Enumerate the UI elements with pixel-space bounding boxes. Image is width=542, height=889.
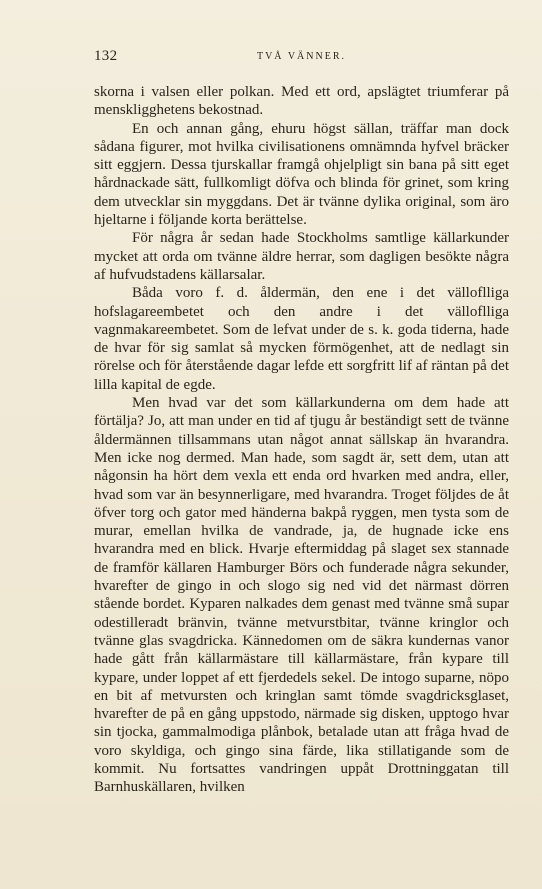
running-title: TVÅ VÄNNER. <box>256 51 347 62</box>
paragraph: En och annan gång, ehuru högst sällan, träffar man dock sådana figurer, mot hvilka civilisationens omnämnda hyfvel bräcker sitt eggjern. Dessa tjurskallar framgå ohjelpligt sin bana på sitt eget hårdnackade sätt, fullkomligt döfva och blinda för grinet, som kring dem utvecklar sin myggdans. Det är tvänne dylika original, som äro hjeltarne i följande korta berättelse. <box>94 120 509 229</box>
paragraph-continuation: skorna i valsen eller polkan. Med ett ord, apslägtet triumferar på menskligghetens bekostnad. <box>94 84 509 119</box>
page-number: 132 <box>94 48 118 64</box>
body-text <box>94 83 509 797</box>
paragraph: För några år sedan hade Stockholms samtlige källarkunder mycket att orda om tvänne äldre herrar, som dagligen besökte några af hufvudstadens källarsalar. <box>94 230 509 283</box>
paragraph: Båda voro f. d. åldermän, den ene i det välloflliga hofslagareembetet och den andre i det välloflliga vagnmakareembetet. Som de lefvat under de s. k. goda tiderna, hade de hvar för sig samlat så mycken förmögenhet, att de nedlagt sin rörelse och för återstående dagar lefde ett sorgfritt lif af räntan på det lilla kapital de egde. <box>94 285 509 393</box>
paragraph: Men hvad var det som källarkunderna om dem hade att förtälja? Jo, att man under en tid af tjugu år beständigt sett de tvänne åldermännen tillsammans utan något annat sällskap än hvarandra. Men icke nog dermed. Man hade, som sagdt är, sett dem, utan att någonsin ha hört dem vexla ett enda ord hvarken med andra, eller, hvad som var än besynnerligare, med hvarandra. Troget följdes de åt öfver torg och gator med händerna bakpå ryggen, men tysta som de murar, emellan hvilka de vandrade, ja, de hugnade icke ens hvarandra med en blick. Hvarje eftermiddag på slaget sex stannade de framför källaren Hamburger Börs och funderade några sekunder, hvarefter de gingo in och slogo sig ned vid det närmast dörren stående bordet. Kyparen nalkades dem genast med tvänne små supar odestilleradt bränvin, tvänne metvurstbitar, tvänne kringlor och tvänne glas svagdricka. Kännedomen om de säkra kundernas vanor hade gått från källarmästare till källarmästare, från kypare till kypare, under loppet af ett fjerdedels sekel. De intogo suparne, nöpo en bit af metvursten och kringlan samt tömde svagdricksglaset, hvarefter de på en gång uppstodo, närmade sig disken, upptogo hvar sin tjocka, gammalmodiga plånbok, betalade utan att fråga hvad de voro skyldiga, och gingo sina färde, lika stillatigande som de kommit. Nu fortsattes vandringen uppåt Drottninggatan till Barnhuskällaren, hvilken <box>94 395 509 796</box>
page-header <box>94 48 509 68</box>
